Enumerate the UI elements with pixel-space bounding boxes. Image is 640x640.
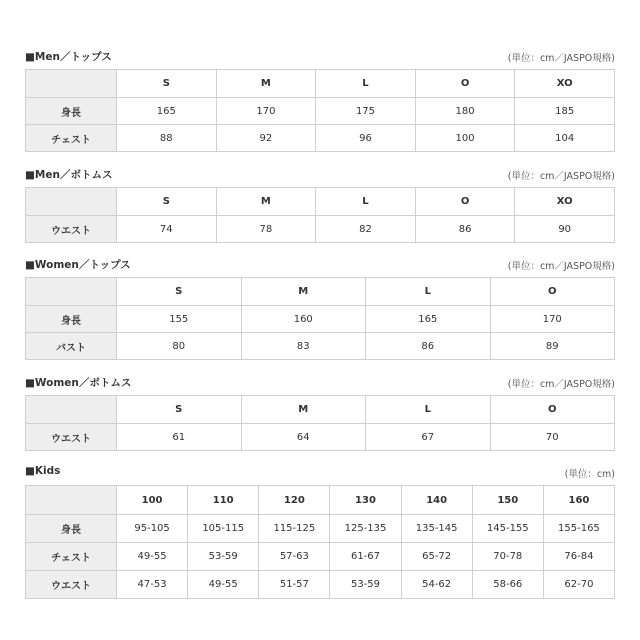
table-row (26, 216, 615, 243)
header-row (26, 70, 615, 98)
table-row (26, 306, 615, 333)
size-header-cell: 160 (543, 486, 614, 515)
measurement-cell: 86 (366, 333, 491, 360)
measurement-cell: 82 (316, 216, 416, 243)
measurement-cell: 95-105 (117, 515, 188, 543)
measurement-cell: 51-57 (259, 571, 330, 599)
men-bottoms-section (25, 167, 615, 237)
size-header-cell: M (241, 278, 366, 306)
measurement-cell: 165 (117, 98, 217, 125)
measurement-cell: 175 (316, 98, 416, 125)
men-bottoms-size-table (25, 187, 615, 243)
size-header-cell: M (241, 396, 366, 424)
table-row (26, 98, 615, 125)
women-tops-size-table (25, 277, 615, 360)
section-header (25, 49, 615, 65)
measurement-cell: 61 (117, 424, 242, 451)
row-label: ウエスト (26, 216, 117, 243)
measurement-cell: 53-59 (188, 543, 259, 571)
measurement-cell: 105-115 (188, 515, 259, 543)
measurement-cell: 49-55 (188, 571, 259, 599)
corner-cell (26, 70, 117, 98)
measurement-cell: 104 (515, 125, 615, 152)
measurement-cell: 70-78 (472, 543, 543, 571)
size-header-cell: L (316, 188, 416, 216)
women-bottoms-section (25, 375, 615, 445)
section-title: ■Kids (25, 465, 61, 477)
header-row (26, 278, 615, 306)
men-tops-size-table (25, 69, 615, 152)
women-tops-section (25, 257, 615, 354)
row-label: 身長 (26, 306, 117, 333)
row-label: 身長 (26, 98, 117, 125)
measurement-cell: 145-155 (472, 515, 543, 543)
table-row (26, 571, 615, 599)
measurement-cell: 86 (415, 216, 515, 243)
size-header-cell: O (415, 188, 515, 216)
measurement-cell: 92 (216, 125, 316, 152)
corner-cell (26, 396, 117, 424)
measurement-cell: 76-84 (543, 543, 614, 571)
section-header (25, 167, 615, 183)
size-header-cell: S (117, 188, 217, 216)
measurement-cell: 65-72 (401, 543, 472, 571)
measurement-cell: 64 (241, 424, 366, 451)
measurement-cell: 78 (216, 216, 316, 243)
unit-note: (単位：cm／JASPO規格) (507, 53, 615, 64)
measurement-cell: 62-70 (543, 571, 614, 599)
row-label: 身長 (26, 515, 117, 543)
size-header-cell: XO (515, 70, 615, 98)
kids-size-table (25, 485, 615, 599)
measurement-cell: 89 (490, 333, 615, 360)
row-label: ウエスト (26, 424, 117, 451)
size-header-cell: 120 (259, 486, 330, 515)
size-header-cell: L (366, 278, 491, 306)
row-label: チェスト (26, 125, 117, 152)
measurement-cell: 100 (415, 125, 515, 152)
measurement-cell: 67 (366, 424, 491, 451)
measurement-cell: 96 (316, 125, 416, 152)
table-row (26, 543, 615, 571)
measurement-cell: 80 (117, 333, 242, 360)
header-row (26, 486, 615, 515)
size-header-cell: M (216, 70, 316, 98)
size-header-cell: 110 (188, 486, 259, 515)
measurement-cell: 135-145 (401, 515, 472, 543)
size-header-cell: 150 (472, 486, 543, 515)
section-header (25, 465, 615, 481)
measurement-cell: 155 (117, 306, 242, 333)
measurement-cell: 53-59 (330, 571, 401, 599)
size-header-cell: XO (515, 188, 615, 216)
section-title: ■Women／トップス (25, 259, 131, 271)
measurement-cell: 88 (117, 125, 217, 152)
size-header-cell: 130 (330, 486, 401, 515)
header-row (26, 188, 615, 216)
measurement-cell: 170 (216, 98, 316, 125)
table-row (26, 333, 615, 360)
table-row (26, 515, 615, 543)
size-header-cell: L (316, 70, 416, 98)
section-title: ■Women／ボトムス (25, 377, 132, 389)
header-row (26, 396, 615, 424)
corner-cell (26, 188, 117, 216)
section-title: ■Men／ボトムス (25, 169, 113, 181)
table-row (26, 125, 615, 152)
measurement-cell: 58-66 (472, 571, 543, 599)
size-header-cell: L (366, 396, 491, 424)
measurement-cell: 185 (515, 98, 615, 125)
corner-cell (26, 278, 117, 306)
row-label: バスト (26, 333, 117, 360)
measurement-cell: 170 (490, 306, 615, 333)
measurement-cell: 180 (415, 98, 515, 125)
unit-note: (単位：cm／JASPO規格) (507, 261, 615, 272)
size-header-cell: S (117, 278, 242, 306)
men-tops-section (25, 49, 615, 146)
measurement-cell: 83 (241, 333, 366, 360)
size-header-cell: 140 (401, 486, 472, 515)
size-header-cell: O (490, 278, 615, 306)
measurement-cell: 160 (241, 306, 366, 333)
size-header-cell: 100 (117, 486, 188, 515)
section-header (25, 375, 615, 391)
measurement-cell: 155-165 (543, 515, 614, 543)
unit-note: (単位：cm) (564, 469, 615, 480)
measurement-cell: 165 (366, 306, 491, 333)
measurement-cell: 54-62 (401, 571, 472, 599)
section-title: ■Men／トップス (25, 51, 112, 63)
unit-note: (単位：cm／JASPO規格) (507, 171, 615, 182)
measurement-cell: 90 (515, 216, 615, 243)
size-header-cell: M (216, 188, 316, 216)
row-label: ウエスト (26, 571, 117, 599)
measurement-cell: 125-135 (330, 515, 401, 543)
measurement-cell: 47-53 (117, 571, 188, 599)
size-header-cell: S (117, 70, 217, 98)
women-bottoms-size-table (25, 395, 615, 451)
table-row (26, 424, 615, 451)
measurement-cell: 57-63 (259, 543, 330, 571)
measurement-cell: 115-125 (259, 515, 330, 543)
size-header-cell: S (117, 396, 242, 424)
measurement-cell: 49-55 (117, 543, 188, 571)
measurement-cell: 70 (490, 424, 615, 451)
measurement-cell: 74 (117, 216, 217, 243)
corner-cell (26, 486, 117, 515)
section-header (25, 257, 615, 273)
kids-section (25, 465, 615, 592)
row-label: チェスト (26, 543, 117, 571)
size-header-cell: O (490, 396, 615, 424)
measurement-cell: 61-67 (330, 543, 401, 571)
size-header-cell: O (415, 70, 515, 98)
unit-note: (単位：cm／JASPO規格) (507, 379, 615, 390)
